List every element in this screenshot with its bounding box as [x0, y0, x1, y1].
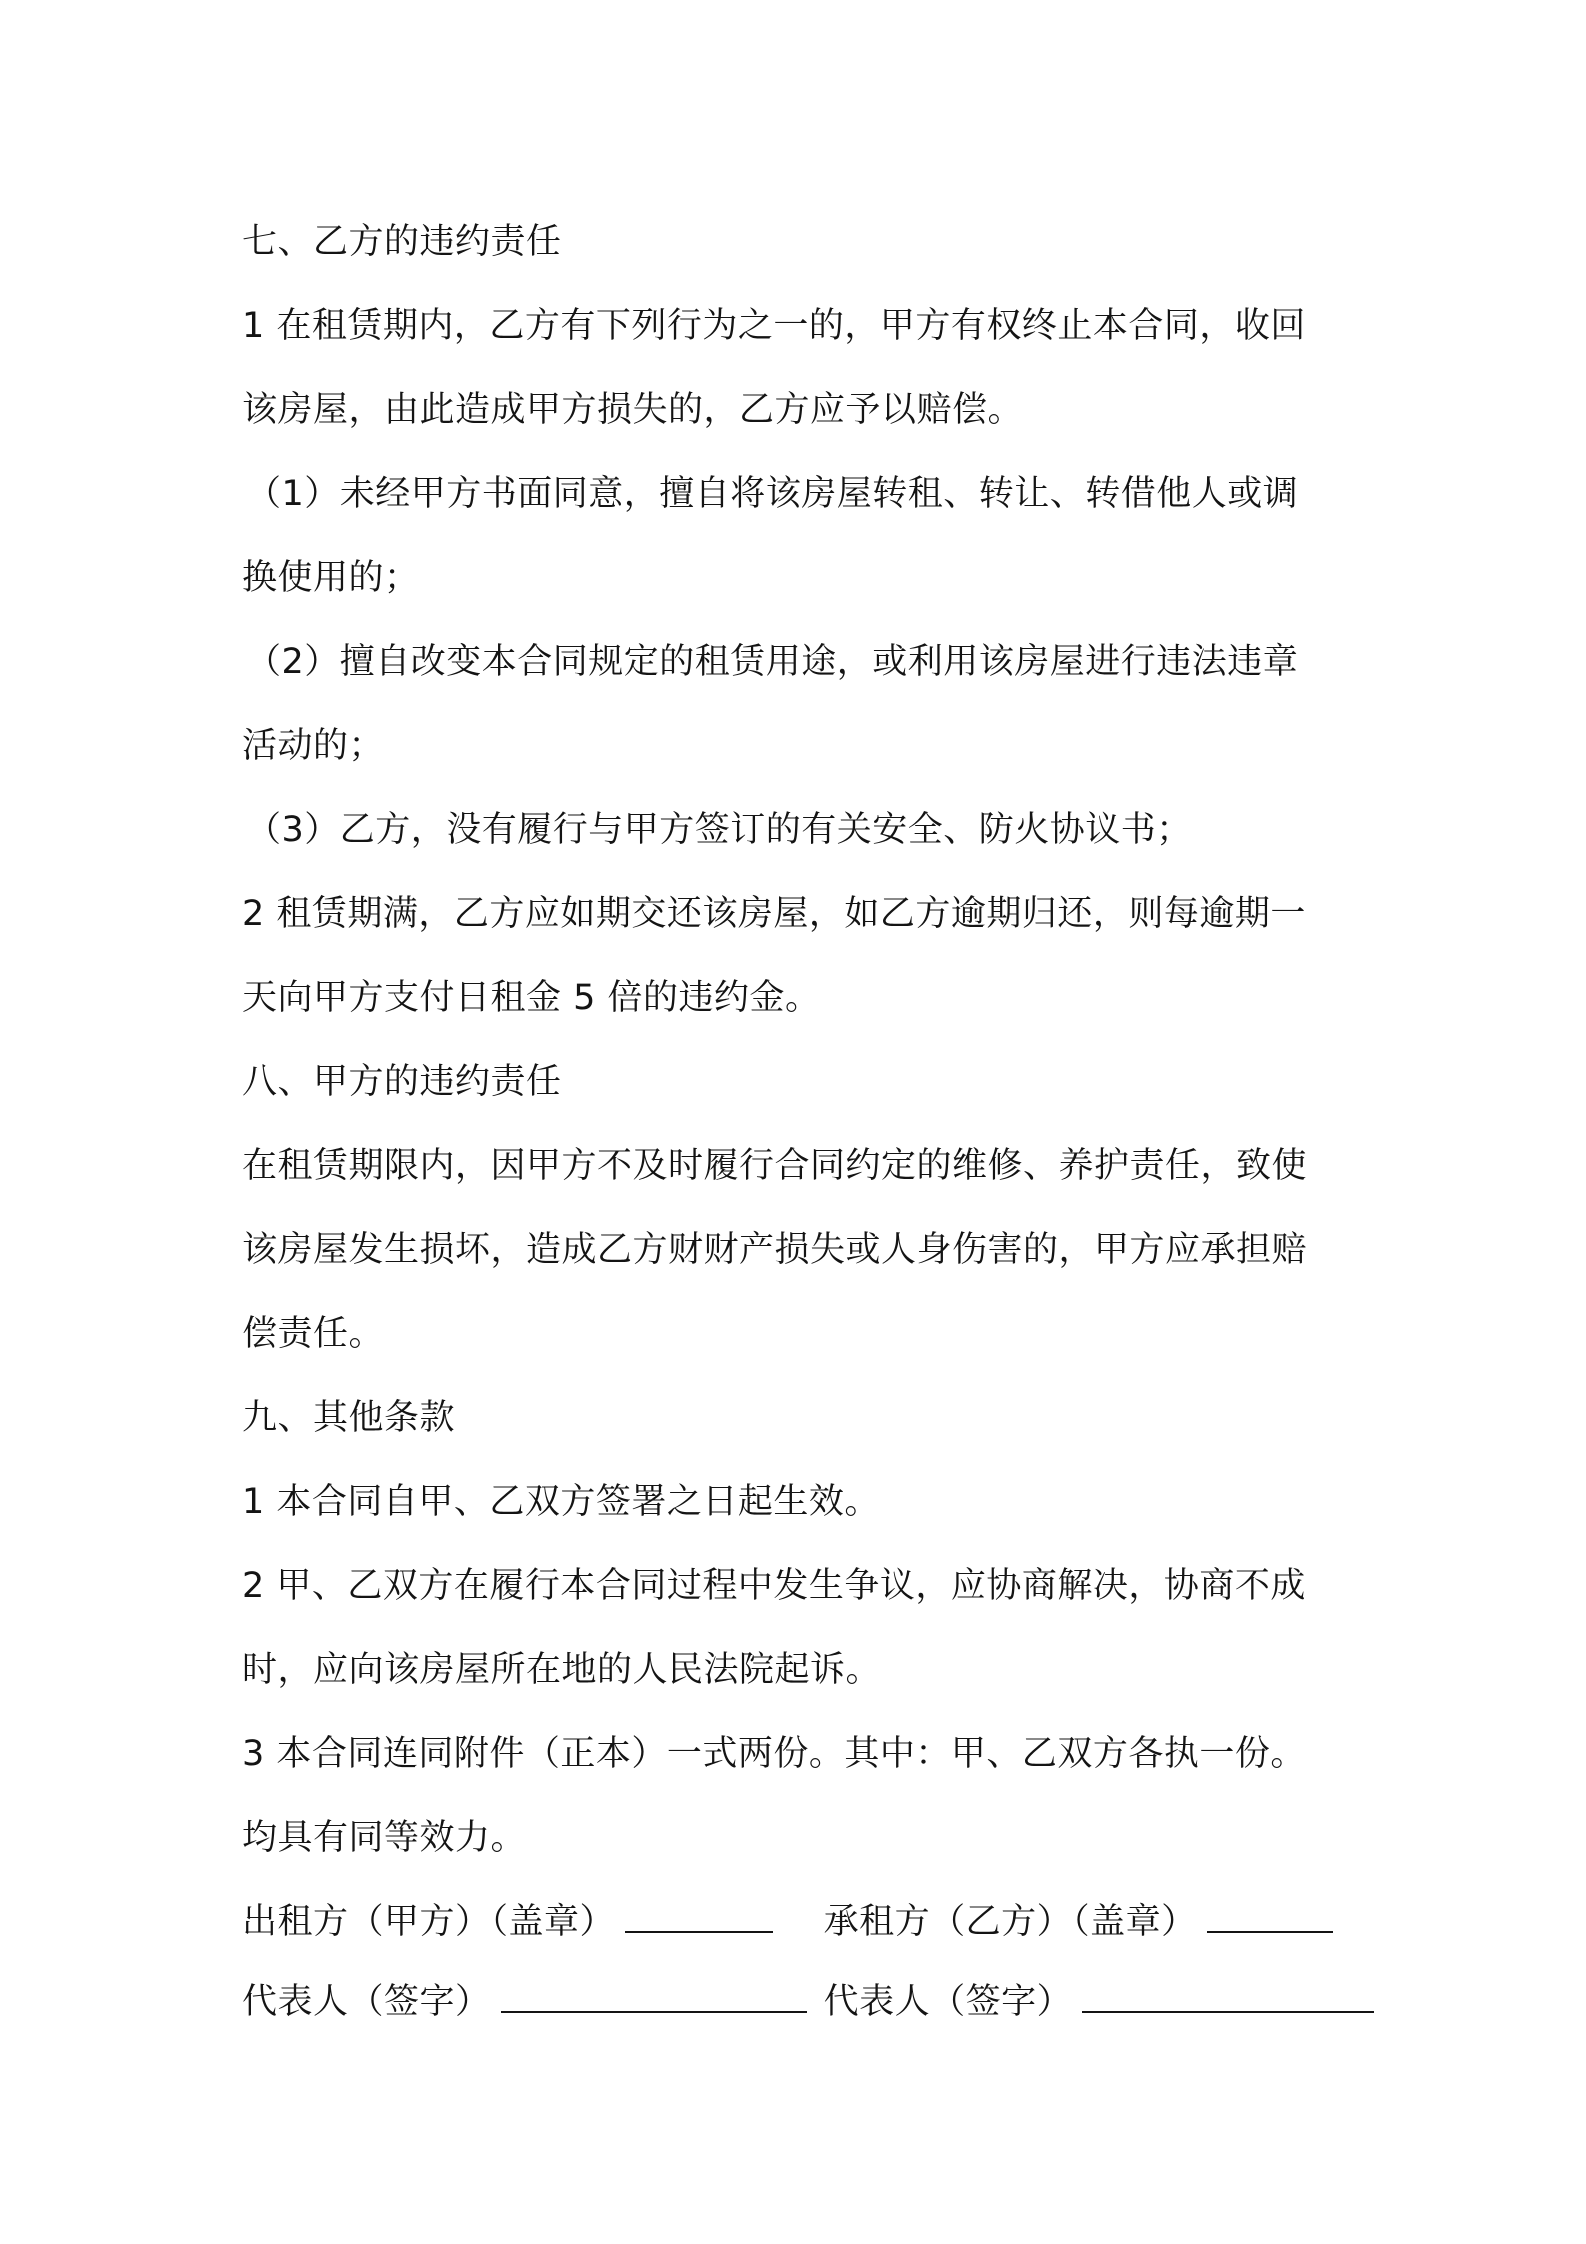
lessor-rep-label: 代表人（签字）: [242, 1982, 491, 2022]
paragraph-line: 偿责任。: [242, 1314, 385, 1354]
lessee-rep-label: 代表人（签字）: [823, 1982, 1073, 2022]
paragraph-line: 3 本合同连同附件（正本）一式两份。其中：甲、乙双方各执一份。: [242, 1734, 1306, 1774]
paragraph-line: 天向甲方支付日租金 5 倍的违约金。: [242, 978, 821, 1018]
list-item-line: （2）擅自改变本合同规定的租赁用途，或利用该房屋进行违法违章: [246, 642, 1299, 682]
lessee-rep-blank[interactable]: [1082, 1983, 1374, 2013]
lessee-seal-field: [824, 1880, 1333, 1964]
lessee-rep-field: [824, 1964, 1375, 2040]
signature-row: [242, 1964, 1362, 2040]
seal-row: [242, 1880, 1362, 1964]
paragraph-line: 1 在租赁期内，乙方有下列行为之一的，甲方有权终止本合同，收回: [242, 306, 1306, 346]
lessee-seal-blank[interactable]: [1207, 1903, 1333, 1933]
paragraph-line: 1 本合同自甲、乙双方签署之日起生效。: [242, 1482, 880, 1522]
lessor-rep-blank[interactable]: [501, 1983, 807, 2013]
section-heading-7: 七、乙方的违约责任: [242, 222, 562, 262]
lessor-rep-field: [242, 1964, 812, 2040]
section-heading-9: 九、其他条款: [242, 1398, 456, 1438]
list-item-line: 换使用的；: [242, 558, 420, 598]
lessor-seal-label: 出租方（甲方）（盖章）: [242, 1902, 616, 1942]
paragraph-line: 2 租赁期满，乙方应如期交还该房屋，如乙方逾期归还，则每逾期一: [242, 894, 1306, 934]
contract-page: [242, 200, 1362, 2040]
paragraph-line: 均具有同等效力。: [242, 1818, 527, 1858]
paragraph-line: 在租赁期限内，因甲方不及时履行合同约定的维修、养护责任，致使: [242, 1146, 1308, 1186]
paragraph-line: 该房屋发生损坏，造成乙方财财产损失或人身伤害的，甲方应承担赔: [242, 1230, 1308, 1270]
paragraph-line: 时，应向该房屋所在地的人民法院起诉。: [242, 1650, 882, 1690]
paragraph-line: 2 甲、乙双方在履行本合同过程中发生争议，应协商解决，协商不成: [242, 1566, 1306, 1606]
list-item-line: （1）未经甲方书面同意，擅自将该房屋转租、转让、转借他人或调: [246, 474, 1299, 514]
lessee-seal-label: 承租方（乙方）（盖章）: [823, 1902, 1197, 1942]
section-heading-8: 八、甲方的违约责任: [242, 1062, 562, 1102]
lessor-seal-blank[interactable]: [625, 1903, 773, 1933]
list-item-line: 活动的；: [242, 726, 385, 766]
list-item-line: （3）乙方，没有履行与甲方签订的有关安全、防火协议书；: [246, 810, 1192, 850]
lessor-seal-field: [242, 1880, 812, 1964]
paragraph-line: 该房屋，由此造成甲方损失的，乙方应予以赔偿。: [242, 390, 1024, 430]
